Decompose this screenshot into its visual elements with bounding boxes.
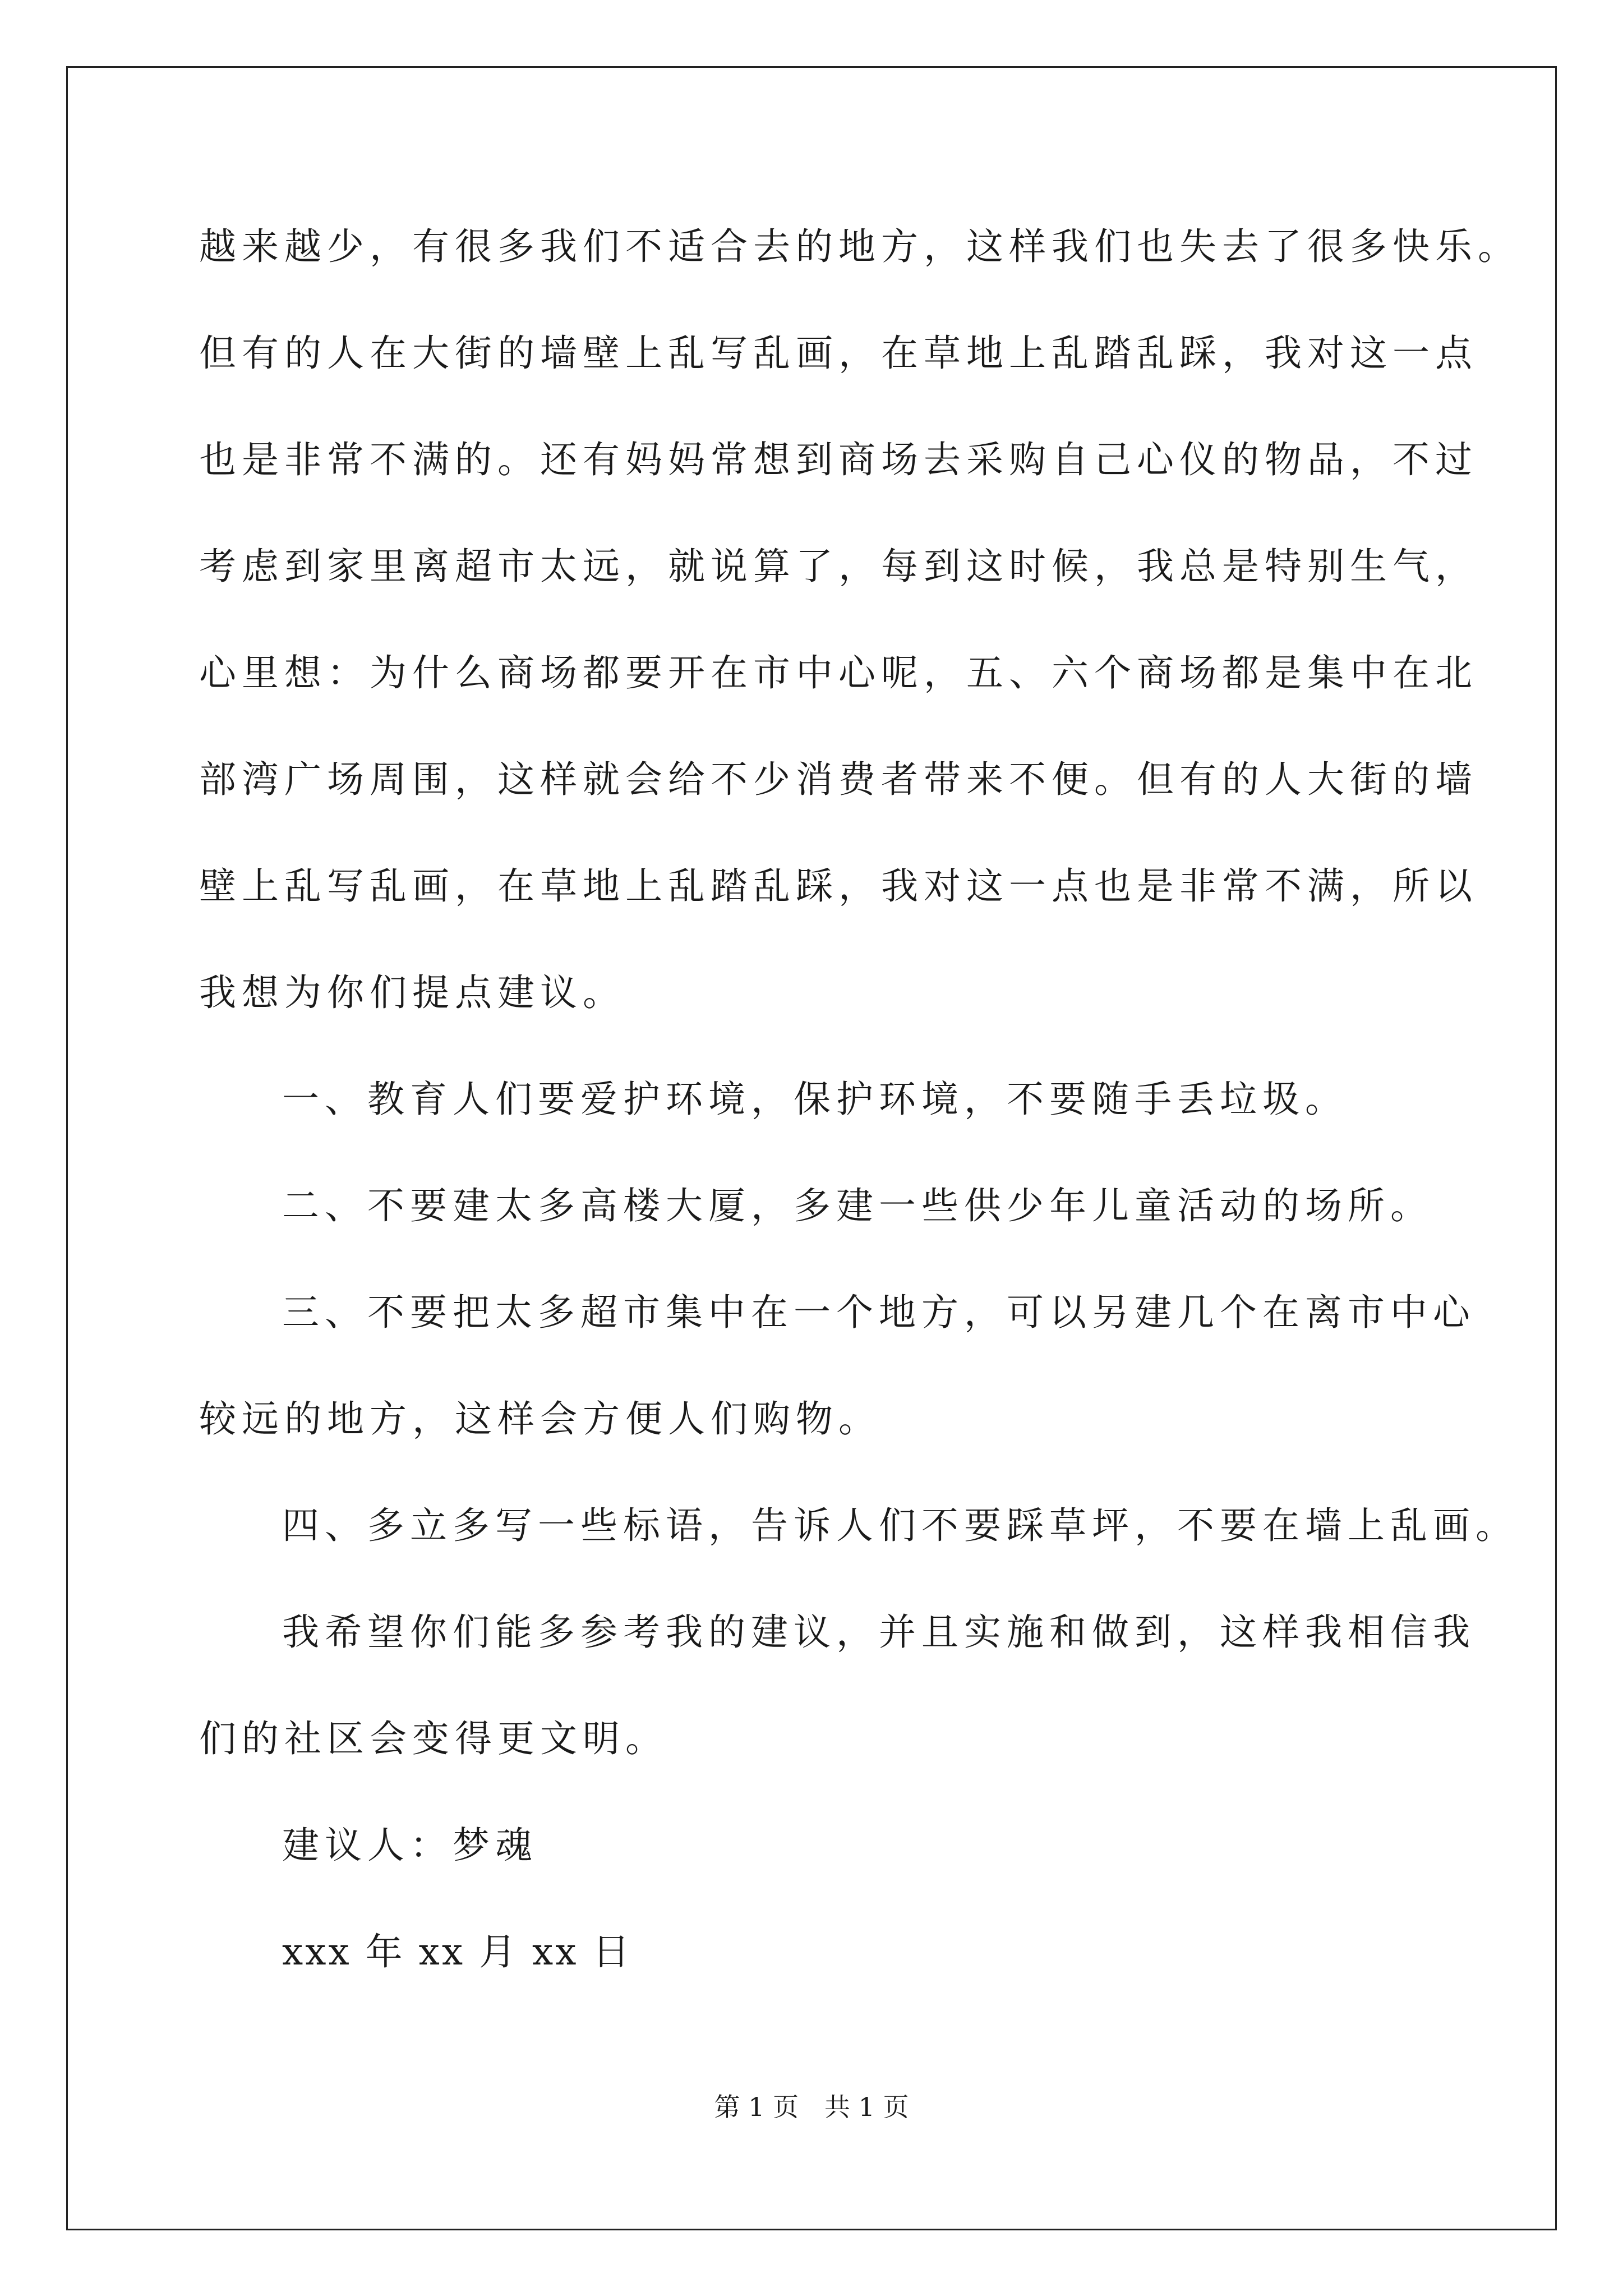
text-line: 我想为你们提点建议。 [199,971,625,1014]
text-line: 考虑到家里离超市太远，就说算了，每到这时候，我总是特别生气， [199,545,1478,588]
text-line: 越来越少，有很多我们不适合去的地方，这样我们也失去了很多快乐。 [199,225,1520,268]
text-line: 但有的人在大街的墙壁上乱写乱画，在草地上乱踏乱踩，我对这一点 [199,332,1478,375]
suggestion-item-4: 四、多立多写一些标语，告诉人们不要踩草坪，不要在墙上乱画。 [282,1504,1518,1547]
text-line: 部湾广场周围，这样就会给不少消费者带来不便。但有的人大街的墙 [199,758,1478,801]
suggestion-item-2: 二、不要建太多高楼大厦，多建一些供少年儿童活动的场所。 [282,1184,1433,1227]
text-line: 们的社区会变得更文明。 [199,1717,668,1760]
closing-paragraph: 我希望你们能多参考我的建议，并且实施和做到，这样我相信我 [282,1611,1476,1654]
text-line: 也是非常不满的。还有妈妈常想到商场去采购自己心仪的物品，不过 [199,438,1478,481]
suggestion-item-3: 三、不要把太多超市集中在一个地方，可以另建几个在离市中心 [282,1291,1476,1334]
suggestion-item-1: 一、教育人们要爱护环境，保护环境，不要随手丢垃圾。 [282,1078,1348,1121]
signature-line: 建议人：梦魂 [282,1824,538,1867]
page-number-footer: 第 1 页 共 1 页 [714,2092,909,2122]
text-line: 心里想：为什么商场都要开在市中心呢，五、六个商场都是集中在北 [199,651,1478,694]
document-body [199,194,1520,2005]
text-line: 壁上乱写乱画，在草地上乱踏乱踩，我对这一点也是非常不满，所以 [199,864,1478,908]
text-line: 较远的地方，这样会方便人们购物。 [199,1397,881,1441]
date-line: xxx 年 xx 月 xx 日 [282,1930,632,1973]
